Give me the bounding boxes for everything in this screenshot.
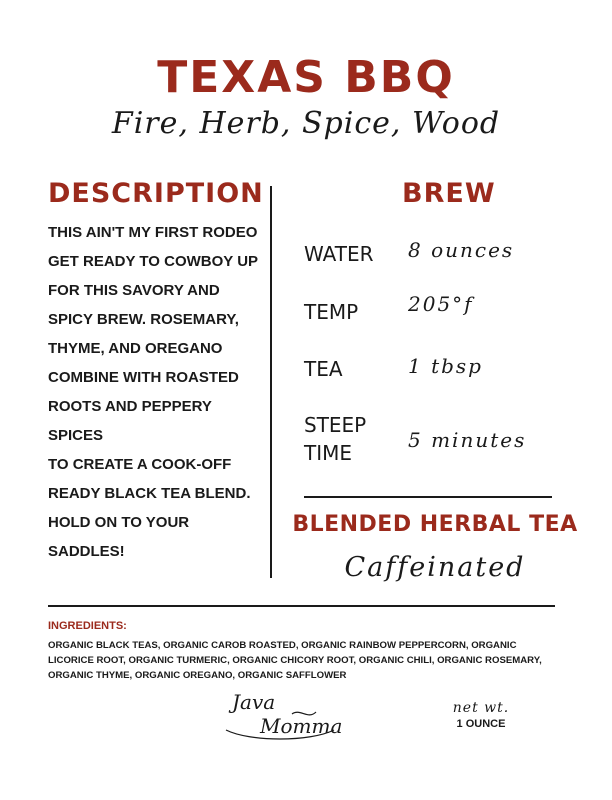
description-line: THYME, AND OREGANO [48, 340, 223, 357]
logo-text-line1: Java [232, 690, 276, 714]
description-heading: DESCRIPTION [48, 178, 264, 209]
description-line: TO CREATE A COOK-OFF [48, 456, 232, 473]
description-line: ROOTS AND PEPPERY SPICES [48, 398, 212, 444]
description-line: SPICY BREW. ROSEMARY, [48, 311, 239, 328]
blend-heading: BLENDED HERBAL TEA [292, 512, 578, 537]
brew-heading: BREW [402, 178, 496, 209]
brew-value-temp: 205°f [408, 292, 474, 316]
logo-text-line2: Momma [260, 714, 343, 738]
caffeine-label: Caffeinated [344, 552, 526, 583]
brew-label-tea: TEA [304, 357, 343, 381]
vertical-divider [270, 186, 272, 578]
ingredients-divider [48, 605, 555, 607]
net-weight-value: 1 OUNCE [456, 718, 506, 730]
description-line: HOLD ON TO YOUR SADDLES! [48, 514, 190, 560]
ingredients-text: ORGANIC BLACK TEAS, ORGANIC CAROB ROASTED, ORGANIC RAINBOW PEPPERCORN, ORGANIC LICORICE ROOT, ORGANIC TURMERIC, ORGANIC CHICORY ROOT, ORGANIC CHILI, ORGANIC ROSEMARY, ORGANIC THYME, ORGANIC OREGANO, ORGANIC SAFFLOWER [48, 640, 542, 681]
brew-value-tea: 1 tbsp [408, 354, 483, 378]
description-line: FOR THIS SAVORY AND [48, 282, 220, 299]
brew-value-water: 8 ounces [408, 238, 515, 262]
description-line: GET READY TO COWBOY UP [48, 253, 259, 270]
product-subtitle: Fire, Herb, Spice, Wood [111, 106, 501, 141]
ingredients-heading: INGREDIENTS: [48, 620, 127, 632]
brew-label-steep-time: STEEP TIME [304, 413, 367, 465]
brew-value-steep-time: 5 minutes [408, 428, 527, 452]
product-title: TEXAS BBQ [157, 52, 455, 103]
description-line: READY BLACK TEA BLEND. [48, 485, 251, 502]
description-line: COMBINE WITH ROASTED [48, 369, 239, 386]
brew-label-water: WATER [304, 242, 374, 266]
brew-label-temp: TEMP [304, 300, 359, 324]
description-text [48, 218, 268, 566]
description-line: THIS AIN'T MY FIRST RODEO [48, 224, 258, 241]
brew-divider [304, 496, 552, 498]
net-weight-label: net wt. [452, 700, 510, 716]
